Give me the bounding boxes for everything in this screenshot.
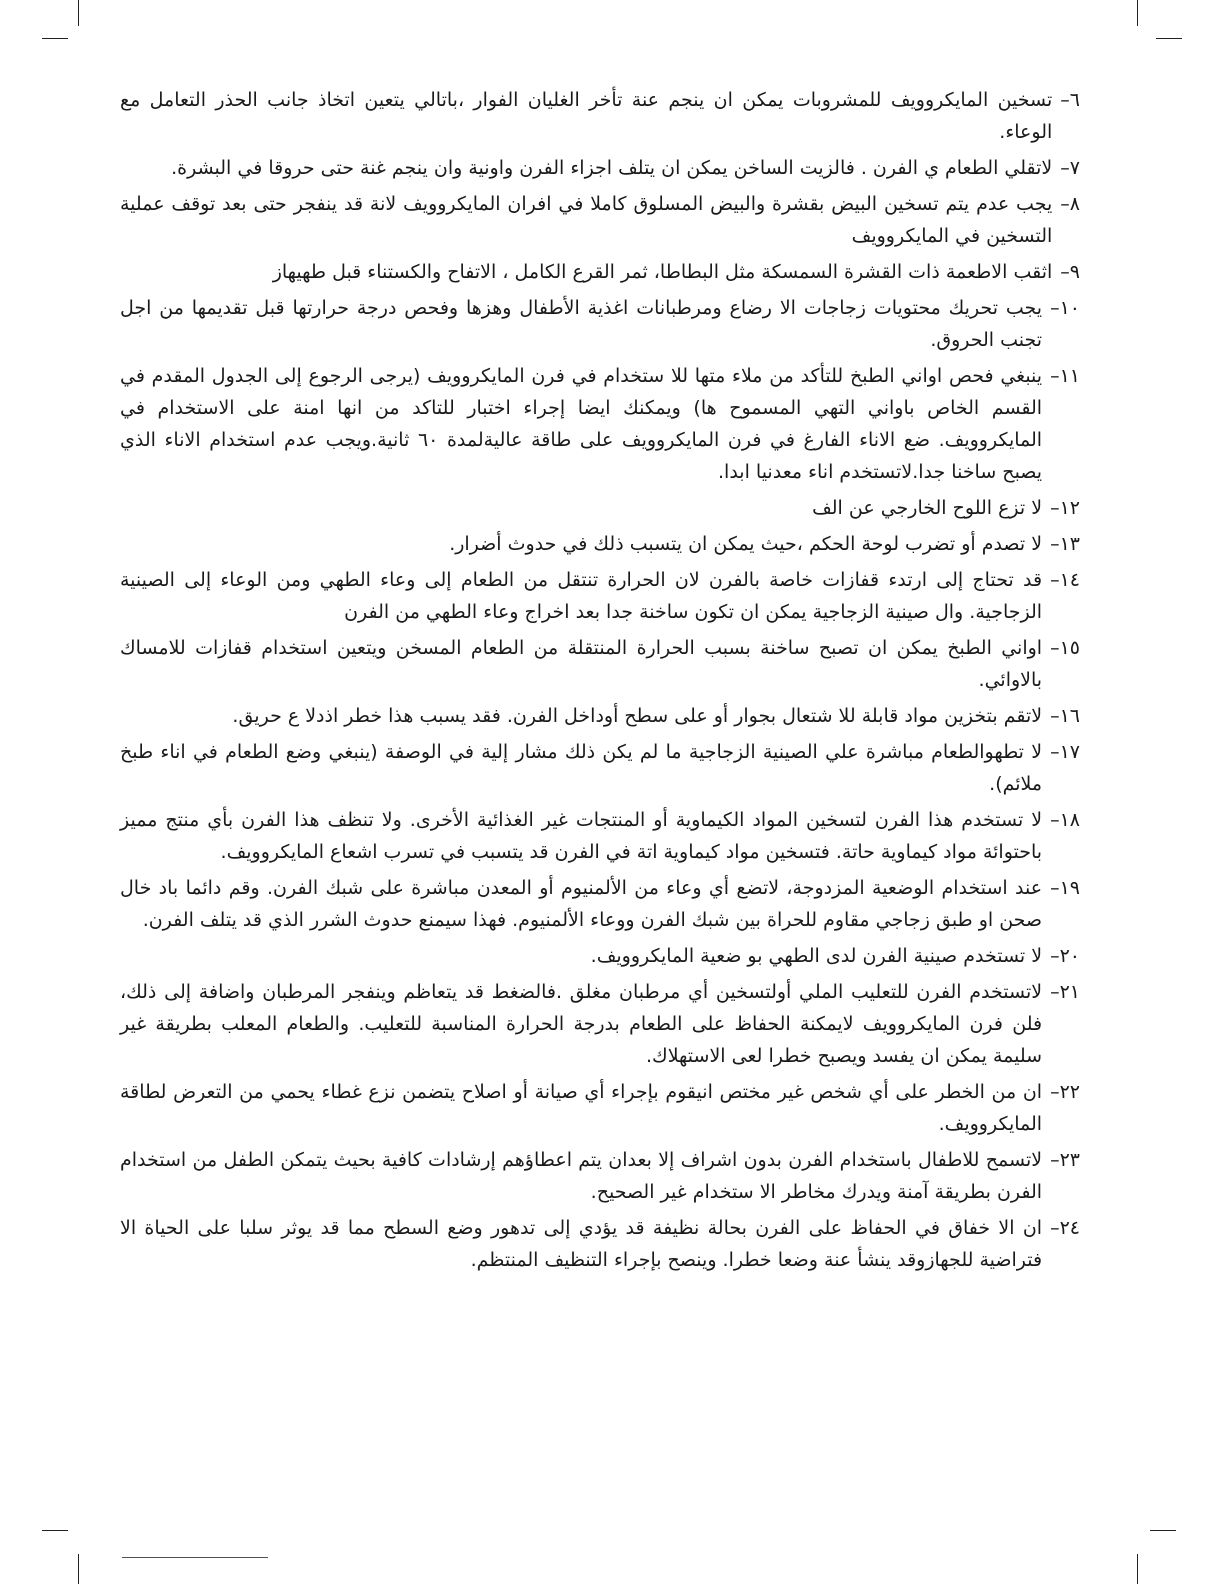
item-number: ٩– xyxy=(1060,261,1080,283)
item-number: ٦– xyxy=(1060,89,1080,111)
item-number: ١٩– xyxy=(1050,877,1080,899)
safety-instructions-list xyxy=(120,84,1080,1280)
list-item xyxy=(120,360,1080,488)
item-text: لاتقلي الطعام ي الفرن . فالزيت الساخن يمكن ان يتلف اجزاء الفرن واونية وان ينجم غنة حتى حروقا في البشرة. xyxy=(171,157,1053,179)
item-text: لا تزع اللوح الخارجي عن الف xyxy=(812,497,1043,519)
list-item xyxy=(120,528,1080,560)
crop-mark-top-left-horizontal xyxy=(42,38,68,39)
item-text: لاتستخدم الفرن للتعليب الملي أولتسخين أي مرطبان مغلق .فالضغط قد يتعاظم وينفجر المرطبان واضافة إلى ذلك، فلن فرن المايكروويف لايمكنة الحفاظ على الطعام بدرجة الحرارة المناسبة للتعليب. والطعام المعلب بطريقة غير سليمة يمكن ان يفسد ويصبح خطرا لعى الاستهلاك. xyxy=(120,981,1043,1067)
item-text: تسخين المايكروويف للمشروبات يمكن ان ينجم عنة تأخر الغليان الفوار ،باتالي يتعين اتخاذ جانب الحذر التعامل مع الوعاء. xyxy=(120,89,1053,143)
item-number: ١٨– xyxy=(1050,809,1080,831)
list-item xyxy=(120,804,1080,868)
item-text: قد تحتاج إلى ارتدء قفازات خاصة بالفرن لان الحرارة تنتقل من الطعام إلى وعاء الطهي ومن الوعاء إلى الصينية الزجاجية. وال صينية الزجاجية يمكن ان تكون ساخنة جدا بعد اخراج وعاء الطهي من الفرن xyxy=(120,569,1043,623)
list-item xyxy=(120,188,1080,252)
item-number: ١١– xyxy=(1050,365,1080,387)
item-number: ١٠– xyxy=(1050,297,1080,319)
item-text: يجب تحريك محتويات زجاجات الا رضاع ومرطبانات اغذية الأطفال وهزها وفحص درجة حرارتها قبل تقديمها من اجل تجنب الحروق. xyxy=(120,297,1043,351)
list-item xyxy=(120,632,1080,696)
item-text: يجب عدم يتم تسخين البيض بقشرة والبيض المسلوق كاملا في افران المايكروويف لانة قد ينفجر حتى بعد توقف عملية التسخين في المايكروويف xyxy=(120,193,1053,247)
list-item xyxy=(120,256,1080,288)
list-item xyxy=(120,1076,1080,1140)
item-number: ٧– xyxy=(1060,157,1080,179)
crop-mark-top-right-vertical xyxy=(1137,0,1138,26)
item-text: عند استخدام الوضعية المزدوجة، لاتضع أي وعاء من الألمنيوم أو المعدن مباشرة على شبك الفرن. وقم دائما باد خال صحن او طبق زجاجي مقاوم للحراة بين شبك الفرن ووعاء الألمنيوم. فهذا سيمنع حدوث الشرر الذي قد يتلف الفرن. xyxy=(120,877,1043,931)
item-number: ٨– xyxy=(1060,193,1080,215)
list-item xyxy=(120,152,1080,184)
item-text: لا تستخدم هذا الفرن لتسخين المواد الكيماوية أو المنتجات غير الغذائية الأخرى. ولا تنظف هذا الفرن بأي منتج مميز باحتوائة مواد كيماوية حاتة. فتسخين مواد كيماوية اتة في الفرن قد يتسبب في تسرب اشعاع المايكروويف. xyxy=(120,809,1043,863)
item-text: لاتقم بتخزين مواد قابلة للا شتعال بجوار أو على سطح أوداخل الفرن. فقد يسبب هذا خطر اذدلا ع حريق. xyxy=(232,705,1043,727)
list-item xyxy=(120,492,1080,524)
item-text: لا تصدم أو تضرب لوحة الحكم ،حيث يمكن ان يتسبب ذلك في حدوث أضرار. xyxy=(449,533,1043,555)
crop-mark-top-right-horizontal xyxy=(1156,38,1182,39)
item-number: ١٥– xyxy=(1050,637,1080,659)
item-text: ينبغي فحص اواني الطبخ للتأكد من ملاء متها للا ستخدام في فرن المايكروويف (يرجى الرجوع إلى الجدول المقدم في القسم الخاص باواني التهي المسموح ها) ويمكنك ايضا إجراء اختبار للتاكد من انها امنة على الاستخدام في المايكروويف. ضع الاناء الفارغ في فرن المايكروويف على طاقة عاليةلمدة ٦٠ ثانية.ويجب عدم استخدام الاناء الذي يصبح ساخنا جدا.لاتستخدم اناء معدنيا ابدا. xyxy=(120,365,1043,483)
crop-mark-bottom-left-horizontal xyxy=(42,1530,68,1531)
item-text: اواني الطبخ يمكن ان تصبح ساخنة بسبب الحرارة المنتقلة من الطعام المسخن ويتعين استخدام قفازات للامساك بالاوائي. xyxy=(120,637,1043,691)
list-item xyxy=(120,976,1080,1072)
list-item xyxy=(120,1144,1080,1208)
item-text: لا تطهوالطعام مباشرة علي الصينية الزجاجية ما لم يكن ذلك مشار إلية في الوصفة (ينبغي وضع الطعام في اناء طبخ ملائم). xyxy=(120,741,1043,795)
item-text: لاتسمح للاطفال باستخدام الفرن بدون اشراف إلا بعدان يتم اعطاؤهم إرشادات كافية بحيث يتمكن الطفل من استخدام الفرن بطريقة آمنة ويدرك مخاطر الا ستخدام غير الصحيح. xyxy=(120,1149,1043,1203)
item-text: ان الا خفاق في الحفاظ على الفرن بحالة نظيفة قد يؤدي إلى تدهور وضع السطح مما قد يوثر سلبا على الحياة الا فتراضية للجهازوقد ينشأ عنة وضعا خطرا. وينصح بإجراء التنظيف المنتظم. xyxy=(120,1217,1043,1271)
crop-mark-top-left-vertical xyxy=(78,0,79,26)
crop-mark-bottom-right-horizontal xyxy=(1150,1530,1176,1531)
footnote-divider xyxy=(122,1557,268,1558)
item-number: ١٣– xyxy=(1050,533,1080,555)
item-number: ٢١– xyxy=(1050,981,1080,1003)
list-item xyxy=(120,1212,1080,1276)
list-item xyxy=(120,700,1080,732)
list-item xyxy=(120,736,1080,800)
item-number: ٢٤– xyxy=(1050,1217,1080,1239)
list-item xyxy=(120,292,1080,356)
item-number: ١٢– xyxy=(1050,497,1080,519)
item-number: ١٦– xyxy=(1050,705,1080,727)
item-text: لا تستخدم صينية الفرن لدى الطهي بو ضعية المايكروويف. xyxy=(590,945,1043,967)
item-text: ان من الخطر على أي شخص غير مختص انيقوم بإجراء أي صيانة أو اصلاح يتضمن نزع غطاء يحمي من التعرض لطاقة المايكروويف. xyxy=(120,1081,1043,1135)
item-text: اثقب الاطعمة ذات القشرة السمسكة مثل البطاطا، ثمر القرع الكامل ، الاتفاح والكستناء قبل طهيهاز xyxy=(272,261,1053,283)
item-number: ١٤– xyxy=(1050,569,1080,591)
list-item xyxy=(120,872,1080,936)
list-item xyxy=(120,940,1080,972)
crop-mark-bottom-right-vertical xyxy=(1137,1554,1138,1584)
crop-mark-bottom-left-vertical xyxy=(78,1554,79,1584)
item-number: ٢٠– xyxy=(1050,945,1080,967)
list-item xyxy=(120,564,1080,628)
item-number: ٢٢– xyxy=(1050,1081,1080,1103)
list-item xyxy=(120,84,1080,148)
item-number: ١٧– xyxy=(1050,741,1080,763)
item-number: ٢٣– xyxy=(1050,1149,1080,1171)
